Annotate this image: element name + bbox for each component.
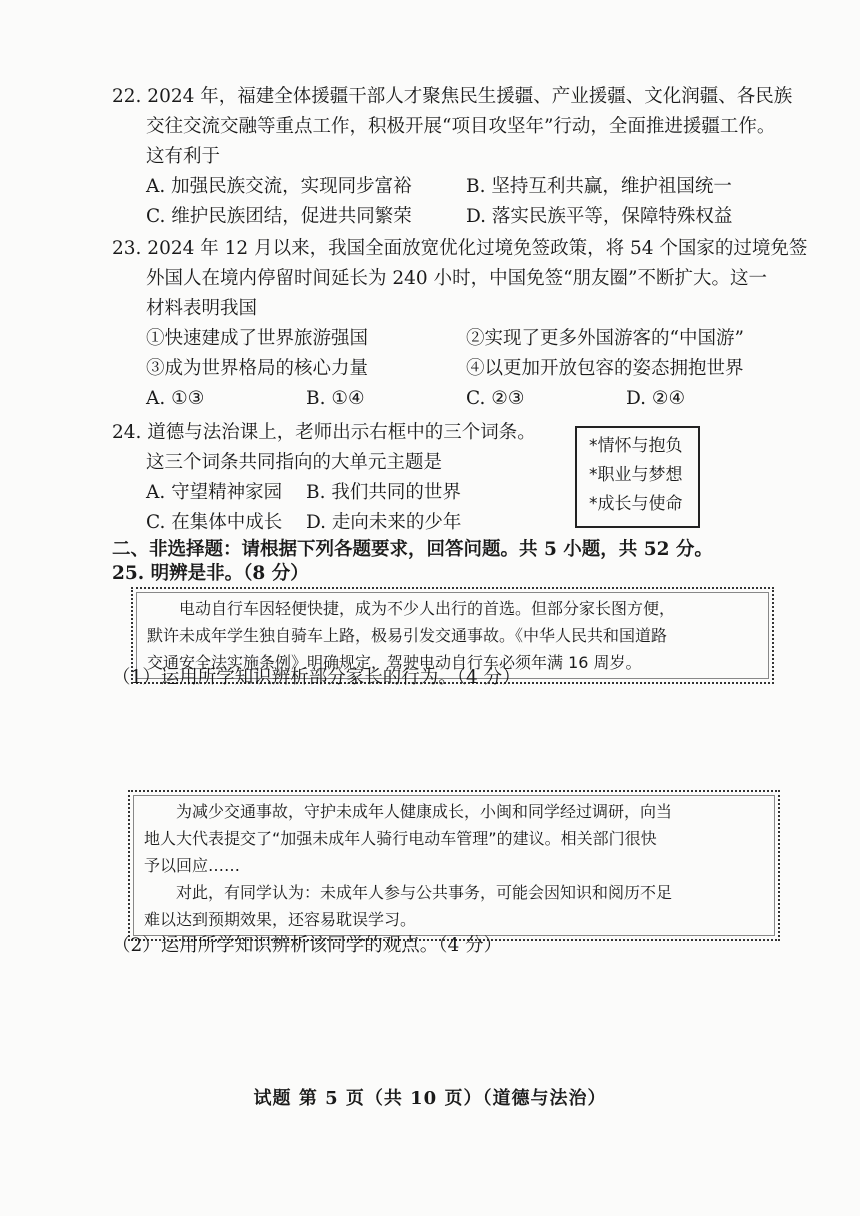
q24-stem-line1: 24. 道德与法治课上，老师出示右框中的三个词条。 [112,422,536,443]
section-2-heading: 二、非选择题：请根据下列各题要求，回答问题。共 5 小题，共 52 分。 [112,539,713,560]
q23-option-b[interactable]: B. ①④ [306,388,365,409]
q24-stem-line2: 这三个词条共同指向的大单元主题是 [146,452,443,473]
q22-stem-line3: 这有利于 [146,146,221,167]
q22-option-a[interactable]: A. 加强民族交流，实现同步富裕 [146,176,412,197]
q22-options [112,172,792,232]
material2-line2: 地人大代表提交了“加强未成年人骑行电动车管理”的建议。相关部门很快 [144,829,657,848]
q22-option-c[interactable]: C. 维护民族团结，促进共同繁荣 [146,206,412,227]
q23-statement-2: ②实现了更多外国游客的“中国游” [466,328,744,349]
page-footer: 试题 第 5 页（共 10 页）（道德与法治） [253,1088,607,1109]
word-item-3: *成长与使命 [589,494,683,514]
q23-stem-line1: 23. 2024 年 12 月以来，我国全面放宽优化过境免签政策，将 54 个国家的过境免签 [112,238,808,259]
q23-option-a[interactable]: A. ①③ [146,388,205,409]
material2-line1: 为减少交通事故，守护未成年人健康成长，小闽和同学经过调研，向当 [176,802,673,821]
question-22 [112,82,792,232]
material2-line5: 难以达到预期效果，还容易耽误学习。 [144,910,417,929]
q24-options [112,478,536,538]
material1-line2: 默许未成年学生独自骑车上路，极易引发交通事故。《中华人民共和国道路 [147,626,668,645]
q25-subquestion-2: （2）运用所学知识辨析该同学的观点。（4 分） [112,935,503,956]
question-24 [112,418,536,538]
question-23 [112,234,807,414]
q22-stem-line2: 交往交流交融等重点工作，积极开展“项目攻坚年”行动，全面推进援疆工作。 [146,116,776,137]
q23-stem-line2: 外国人在境内停留时间延长为 240 小时，中国免签“朋友圈”不断扩大。这一 [146,268,767,289]
q23-statement-3: ③成为世界格局的核心力量 [146,358,369,379]
q22-option-b[interactable]: B. 坚持互利共赢，维护祖国统一 [466,176,732,197]
material2-line4: 对此，有同学认为：未成年人参与公共事务，可能会因知识和阅历不足 [176,883,673,902]
q23-statement-1: ①快速建成了世界旅游强国 [146,328,369,349]
q24-option-d[interactable]: D. 走向未来的少年 [306,512,462,533]
q25-subquestion-1: （1）运用所学知识辨析部分家长的行为。（4 分） [112,667,521,688]
q23-option-c[interactable]: C. ②③ [466,388,525,409]
q23-options [112,384,807,414]
q24-option-b[interactable]: B. 我们共同的世界 [306,482,461,503]
q23-statements [112,324,807,384]
q23-option-d[interactable]: D. ②④ [626,388,686,409]
material1-line3: 交通安全法实施条例》明确规定，驾驶电动自行车必须年满 16 周岁。 [147,653,642,672]
word-item-1: *情怀与抱负 [589,436,683,456]
q22-option-d[interactable]: D. 落实民族平等，保障特殊权益 [466,206,733,227]
material2-line3: 予以回应…… [144,856,241,875]
q25-material-2 [128,790,780,941]
word-item-2: *职业与梦想 [589,465,683,485]
q23-statement-4: ④以更加开放包容的姿态拥抱世界 [466,358,744,379]
q25-title: 25. 明辨是非。（8 分） [112,563,309,584]
q22-stem-line1: 22. 2024 年，福建全体援疆干部人才聚焦民生援疆、产业援疆、文化润疆、各民族 [112,86,793,107]
q24-option-a[interactable]: A. 守望精神家园 [146,482,283,503]
q24-option-c[interactable]: C. 在集体中成长 [146,512,283,533]
q23-stem-line3: 材料表明我国 [146,298,258,319]
material1-line1: 电动自行车因轻便快捷，成为不少人出行的首选。但部分家长图方便， [179,599,676,618]
q24-word-box [575,426,700,528]
